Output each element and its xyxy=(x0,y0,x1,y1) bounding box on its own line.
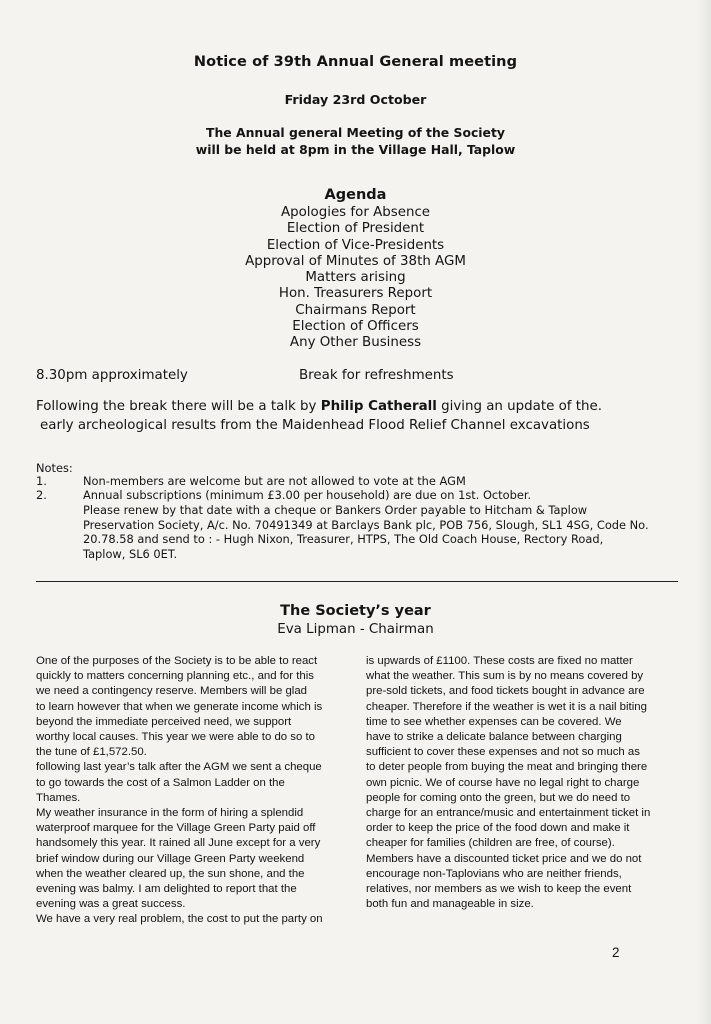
article-line: beyond the immediate perceived need, we support xyxy=(36,715,292,728)
note-text: Taplow, SL6 0ET. xyxy=(83,547,178,562)
article-line: to go towards the cost of a Salmon Ladder on the xyxy=(36,776,285,789)
article-line: cheaper. Therefore if the weather is wet it is a nail biting xyxy=(366,700,647,713)
note-text: Please renew by that date with a cheque or Bankers Order payable to Hitcham & Taplow xyxy=(83,502,588,517)
article-line: handsomely this year. It rained all June except for a very xyxy=(36,837,321,850)
article-column-left xyxy=(36,654,354,928)
society-year-title: The Society’s year xyxy=(280,603,431,619)
agenda-item: Approval of Minutes of 38th AGM xyxy=(245,253,466,269)
article-line: worthy local causes. This year we were able to do so to xyxy=(36,731,315,744)
article-line: evening was balmy. I am delighted to report that the xyxy=(36,883,297,896)
speaker-name: Philip Catherall xyxy=(320,399,437,414)
talk-text: Following the break there will be a talk by xyxy=(36,399,317,414)
society-year-author: Eva Lipman - Chairman xyxy=(277,622,434,637)
talk-line xyxy=(36,398,676,417)
page-number: 2 xyxy=(612,945,620,960)
article-line: cheaper for families (children are free, of course). xyxy=(366,837,615,850)
agenda-list xyxy=(0,205,711,352)
article-line: is upwards of £1100. These costs are fixed no matter xyxy=(366,655,633,667)
talk-line: early archeological results from the Maidenhead Flood Relief Channel excavations xyxy=(40,417,590,433)
article-line: to learn however that when we generate income which is xyxy=(36,700,323,713)
meeting-details xyxy=(0,124,711,158)
article-line: quickly to matters concerning planning etc., and for this xyxy=(36,670,314,683)
article-line: people for coming onto the green, but we do need to xyxy=(366,791,631,804)
article-line: charge for an entrance/music and entertainment ticket in xyxy=(366,807,651,820)
note-text: 20.78.58 and send to : - Hugh Nixon, Treasurer, HTPS, The Old Coach House, Rectory Road, xyxy=(83,532,604,547)
article-line: have to strike a delicate balance between charging xyxy=(366,731,622,744)
article-line: order to keep the price of the food down and make it xyxy=(366,822,630,835)
article-line: sufficient to cover these expenses and not so much as xyxy=(366,746,640,759)
article-line: both fun and manageable in size. xyxy=(366,898,534,911)
article-line: relatives, nor members as we wish to keep the event xyxy=(366,883,632,896)
agenda-item: Election of Officers xyxy=(292,319,419,335)
article-column-right xyxy=(366,654,684,912)
agenda-item: Matters arising xyxy=(305,270,406,286)
article-line: time to see whether expenses can be covered. We xyxy=(366,715,622,728)
note-text-block xyxy=(83,488,688,562)
notes-label: Notes: xyxy=(36,461,73,475)
note-text: Non-members are welcome but are not allowed to vote at the AGM xyxy=(83,474,466,488)
article-line: My weather insurance in the form of hiring a splendid xyxy=(36,807,304,820)
article-line: to deter people from buying the meat and bringing there xyxy=(366,761,648,774)
notice-title: Notice of 39th Annual General meeting xyxy=(193,54,518,70)
agenda-item: Any Other Business xyxy=(289,335,422,351)
article-line: waterproof marquee for the Village Green Party paid off xyxy=(36,822,316,835)
article-line: the tune of £1,572.50. xyxy=(36,746,147,759)
article-line: when the weather cleared up, the sun shone, and the xyxy=(36,867,305,880)
talk-text: giving an update of the. xyxy=(441,399,602,414)
article-line: brief window during our Village Green Party weekend xyxy=(36,852,305,865)
agenda-item: Chairmans Report xyxy=(295,302,416,318)
article-line: Members have a discounted ticket price and we do not xyxy=(366,852,642,865)
article-line: encourage non-Taplovians who are neither friends, xyxy=(366,867,622,880)
meeting-date: Friday 23rd October xyxy=(284,92,427,107)
article-line: what the weather. This sum is by no means covered by xyxy=(366,670,644,683)
talk-announcement xyxy=(36,398,676,435)
article-line: Thames. xyxy=(36,791,81,804)
section-divider xyxy=(36,581,678,582)
break-label: Break for refreshments xyxy=(299,368,454,383)
article-line: One of the purposes of the Society is to be able to react xyxy=(36,655,318,667)
agenda-item: Hon. Treasurers Report xyxy=(278,286,433,302)
agenda-title: Agenda xyxy=(324,187,387,203)
article-line: We have a very real problem, the cost to put the party on xyxy=(36,913,323,926)
article-line: evening was a great success. xyxy=(36,898,186,911)
article-line: pre-sold tickets, and food tickets bought in advance are xyxy=(366,685,645,698)
article-line: own picnic. We of course have no legal right to charge xyxy=(366,776,640,789)
meeting-details-line: The Annual general Meeting of the Society xyxy=(206,125,505,140)
agenda-item: Election of Vice-Presidents xyxy=(266,237,445,253)
note-number: 2. xyxy=(36,488,47,502)
break-time: 8.30pm approximately xyxy=(36,368,188,383)
agenda-item: Election of President xyxy=(286,221,425,237)
article-line: we need a contingency reserve. Members will be glad xyxy=(36,685,307,698)
meeting-details-line: will be held at 8pm in the Village Hall, Taplow xyxy=(195,142,516,157)
note-number: 1. xyxy=(36,474,47,488)
agenda-item: Apologies for Absence xyxy=(280,205,431,220)
article-line: following last year’s talk after the AGM we sent a cheque xyxy=(36,761,322,774)
note-text: Annual subscriptions (minimum £3.00 per household) are due on 1st. October. xyxy=(83,488,532,502)
note-text: Preservation Society, A/c. No. 70491349 at Barclays Bank plc, POB 756, Slough, SL1 4SG, Code No. xyxy=(83,517,649,532)
